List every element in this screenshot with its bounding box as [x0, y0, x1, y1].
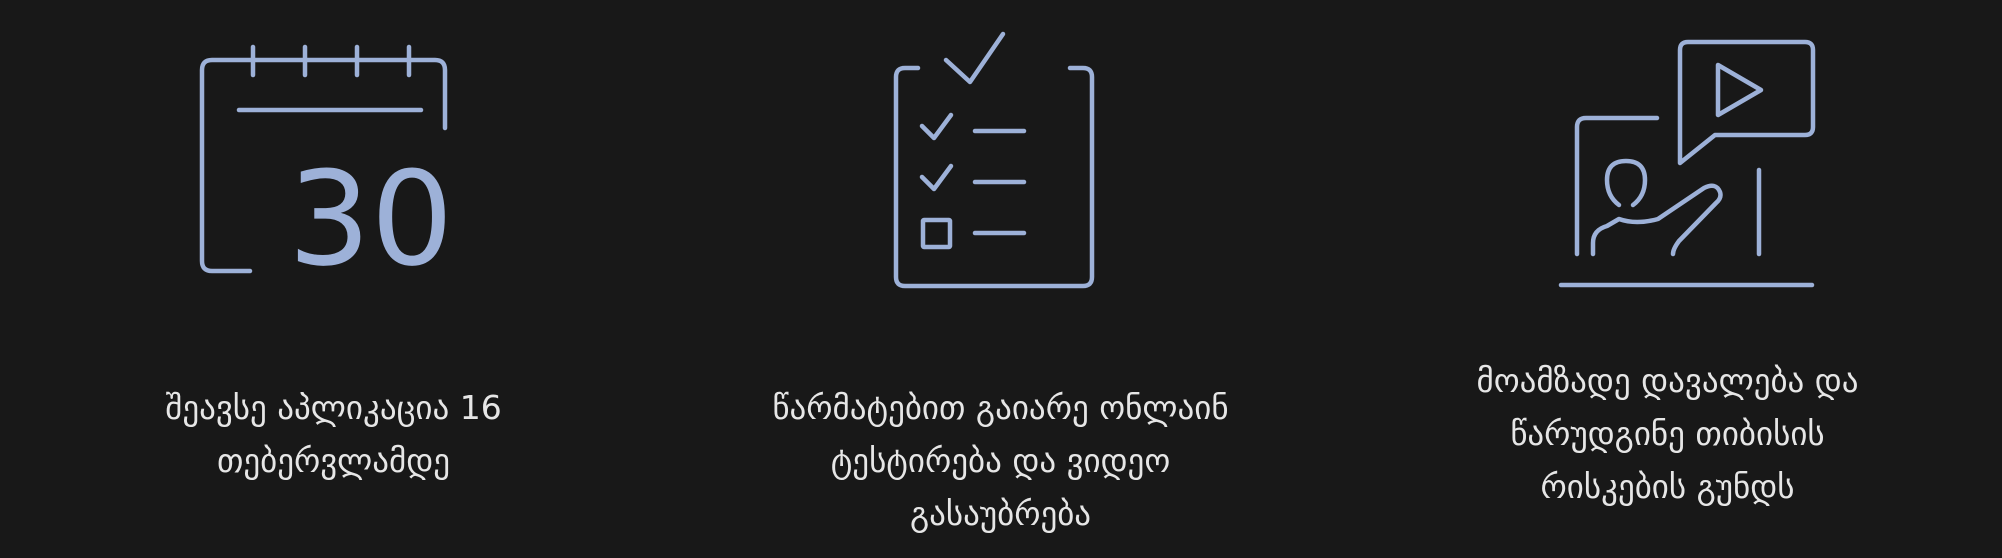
- step-testing-text: [687, 381, 1314, 540]
- step-apply: [0, 0, 667, 558]
- step-testing: [667, 0, 1334, 558]
- presentation-icon: [1518, 20, 1818, 300]
- caption-line: თებერვლამდე: [216, 441, 451, 480]
- calendar-number: 30: [287, 143, 453, 295]
- caption-line: შეავსე აპლიკაცია 16: [165, 388, 502, 427]
- caption-line: გასაუბრება: [909, 494, 1092, 533]
- caption-line: რისკების გუნდს: [1540, 467, 1795, 506]
- calendar-icon: [184, 20, 484, 300]
- checklist-icon: [851, 20, 1151, 300]
- caption-line: წარმატებით გაიარე ონლაინ: [772, 388, 1229, 427]
- step-apply-text: [20, 381, 647, 487]
- caption-line: მოამზადე დავალება და: [1476, 361, 1859, 400]
- step-presentation: [1334, 0, 2001, 558]
- step-presentation-text: [1354, 354, 1981, 513]
- caption-line: წარუდგინე თიბისის: [1510, 414, 1825, 453]
- caption-line: ტესტირება და ვიდეო: [830, 441, 1171, 480]
